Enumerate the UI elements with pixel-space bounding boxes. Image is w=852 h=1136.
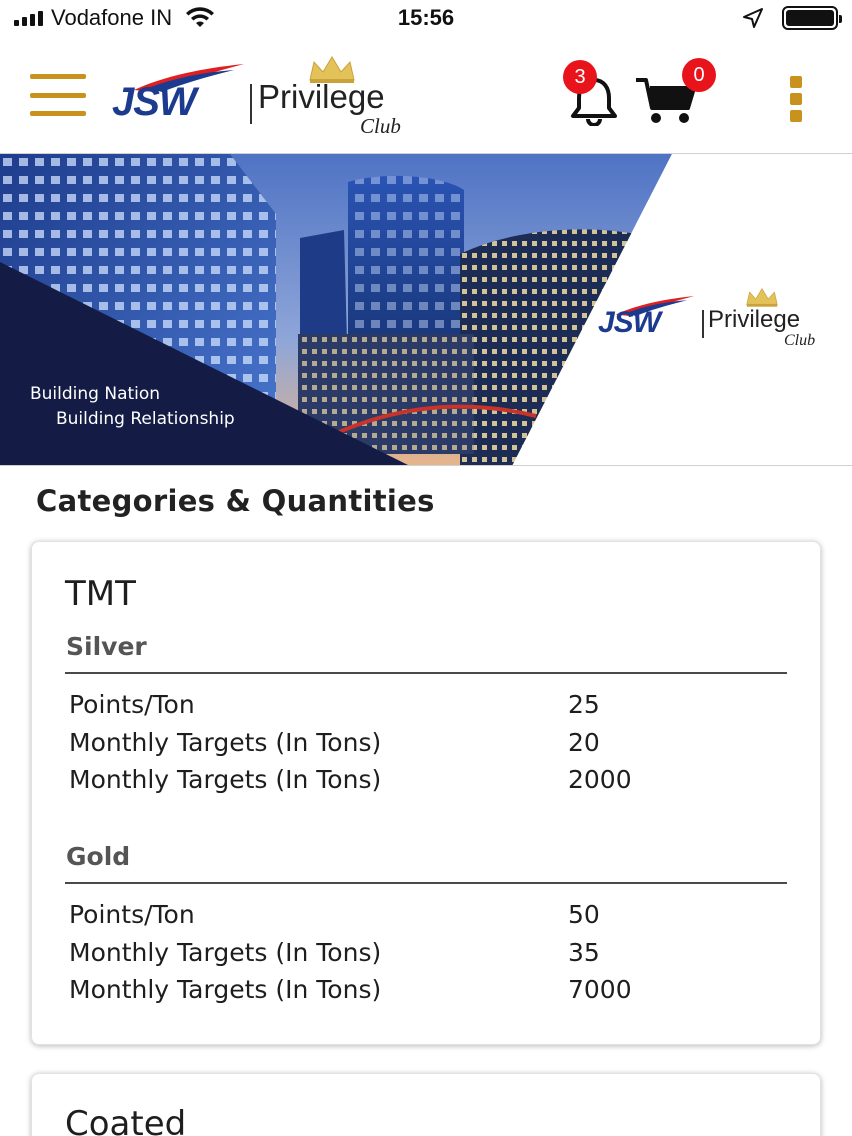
notification-count-badge: 3 bbox=[563, 60, 597, 94]
tier-silver bbox=[65, 628, 787, 799]
tier-divider bbox=[65, 882, 787, 884]
row-value: 35 bbox=[568, 937, 600, 967]
tier-row bbox=[65, 724, 787, 762]
banner-logo-sub: Club bbox=[784, 332, 816, 349]
row-label: Points/Ton bbox=[69, 690, 195, 719]
carrier-name: Vodafone IN bbox=[51, 5, 173, 30]
status-bar bbox=[0, 0, 852, 36]
tier-name: Silver bbox=[66, 632, 147, 661]
status-time: 15:56 bbox=[397, 5, 455, 30]
banner-logo-name: Privilege bbox=[708, 306, 801, 333]
logo-divider bbox=[250, 84, 252, 124]
kebab-menu-icon[interactable] bbox=[786, 76, 806, 122]
tier-name: Gold bbox=[66, 842, 131, 871]
status-right bbox=[742, 6, 838, 30]
row-label: Monthly Targets (In Tons) bbox=[69, 727, 382, 757]
app-header bbox=[0, 36, 852, 154]
banner-logo bbox=[598, 290, 838, 352]
banner-tagline-1: Building Nation bbox=[30, 384, 161, 404]
logo-name: Privilege bbox=[258, 78, 385, 115]
category-card-coated bbox=[31, 1073, 821, 1136]
tier-divider bbox=[65, 672, 787, 674]
tier-row bbox=[65, 971, 787, 1009]
row-value: 7000 bbox=[568, 975, 632, 1004]
battery-icon bbox=[782, 6, 838, 30]
row-label: Monthly Targets (In Tons) bbox=[69, 937, 382, 967]
jsw-privilege-club-logo[interactable] bbox=[112, 54, 422, 140]
row-label: Monthly Targets (In Tons) bbox=[69, 975, 382, 1004]
row-label: Monthly Targets (In Tons) bbox=[69, 765, 382, 794]
tier-row bbox=[65, 896, 787, 934]
logo-brand: JSW bbox=[112, 80, 196, 124]
row-value: 2000 bbox=[568, 765, 632, 794]
cart-count-badge: 0 bbox=[682, 58, 716, 92]
row-value: 25 bbox=[568, 690, 600, 719]
category-card-tmt bbox=[31, 541, 821, 1045]
tier-row bbox=[65, 761, 787, 799]
category-title: Coated bbox=[65, 1104, 187, 1136]
tier-rows bbox=[65, 686, 787, 799]
banner-logo-brand: JSW bbox=[598, 306, 661, 339]
tier-rows bbox=[65, 896, 787, 1009]
hamburger-menu-icon[interactable] bbox=[30, 74, 86, 116]
row-value: 50 bbox=[568, 900, 600, 929]
banner-tagline-2: Building Relationship bbox=[56, 409, 235, 429]
logo-sub: Club bbox=[360, 114, 401, 138]
page-title: Categories & Quantities bbox=[36, 484, 435, 518]
tier-row bbox=[65, 934, 787, 972]
row-value: 20 bbox=[568, 727, 600, 757]
tier-gold bbox=[65, 838, 787, 1009]
row-label: Points/Ton bbox=[69, 900, 195, 929]
category-title: TMT bbox=[65, 574, 136, 614]
banner-logo-divider bbox=[702, 310, 704, 338]
location-arrow-icon bbox=[742, 7, 764, 29]
hero-banner bbox=[0, 154, 852, 466]
tier-row bbox=[65, 686, 787, 724]
banner-crown-icon bbox=[744, 286, 780, 308]
